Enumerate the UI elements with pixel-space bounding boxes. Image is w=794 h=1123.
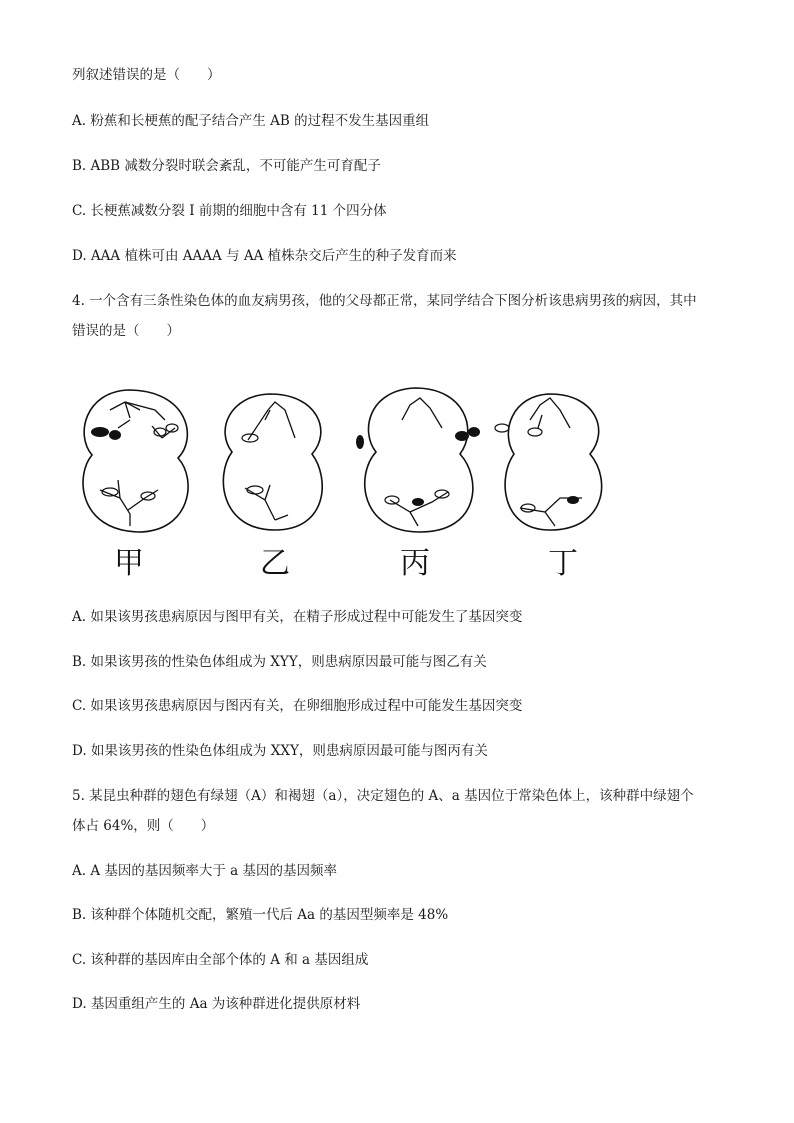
q5-option-d: D. 基因重组产生的 Aa 为该种群进化提供原材料 [72, 996, 361, 1012]
cell-division-figure [70, 380, 630, 580]
q4-stem-line2: 错误的是（ ） [72, 323, 180, 339]
figure-label-bing: 丙 [400, 546, 430, 581]
q5-option-c: C. 该种群的基因库由全部个体的 A 和 a 基因组成 [72, 952, 369, 968]
q3-option-d: D. AAA 植株可由 AAAA 与 AA 植株杂交后产生的种子发育而来 [72, 248, 457, 264]
q5-stem-line1: 5. 某昆虫种群的翅色有绿翅（A）和褐翅（a），决定翅色的 A、a 基因位于常染色体上，该种群中绿翅个 [72, 788, 694, 804]
figure-label-jia: 甲 [114, 546, 144, 581]
q3-option-a: A. 粉蕉和长梗蕉的配子结合产生 AB 的过程不发生基因重组 [72, 113, 430, 129]
q4-option-d: D. 如果该男孩的性染色体组成为 XXY，则患病原因最可能与图丙有关 [72, 743, 488, 759]
q4-option-a: A. 如果该男孩患病原因与图甲有关，在精子形成过程中可能发生了基因突变 [72, 609, 523, 625]
q5-stem-line2: 体占 64%，则（ ） [72, 818, 215, 834]
q4-option-b: B. 如果该男孩的性染色体组成为 XYY，则患病原因最可能与图乙有关 [72, 654, 487, 670]
q4-option-c: C. 如果该男孩患病原因与图丙有关，在卵细胞形成过程中可能发生基因突变 [72, 698, 523, 714]
q5-option-b: B. 该种群个体随机交配，繁殖一代后 Aa 的基因型频率是 48% [72, 907, 449, 923]
q3-option-c: C. 长梗蕉减数分裂 I 前期的细胞中含有 11 个四分体 [72, 203, 387, 219]
q3-stem-end: 列叙述错误的是（ ） [72, 67, 221, 83]
q5-option-a: A. A 基因的基因频率大于 a 基因的基因频率 [72, 863, 338, 879]
figure-label-ding: 丁 [548, 546, 578, 581]
q4-stem-line1: 4. 一个含有三条性染色体的血友病男孩，他的父母都正常，某同学结合下图分析该患病男孩的病因，其中 [72, 293, 697, 309]
q3-option-b: B. ABB 减数分裂时联会紊乱，不可能产生可育配子 [72, 158, 381, 174]
figure-label-yi: 乙 [260, 546, 290, 581]
cells-drawing [70, 380, 630, 540]
